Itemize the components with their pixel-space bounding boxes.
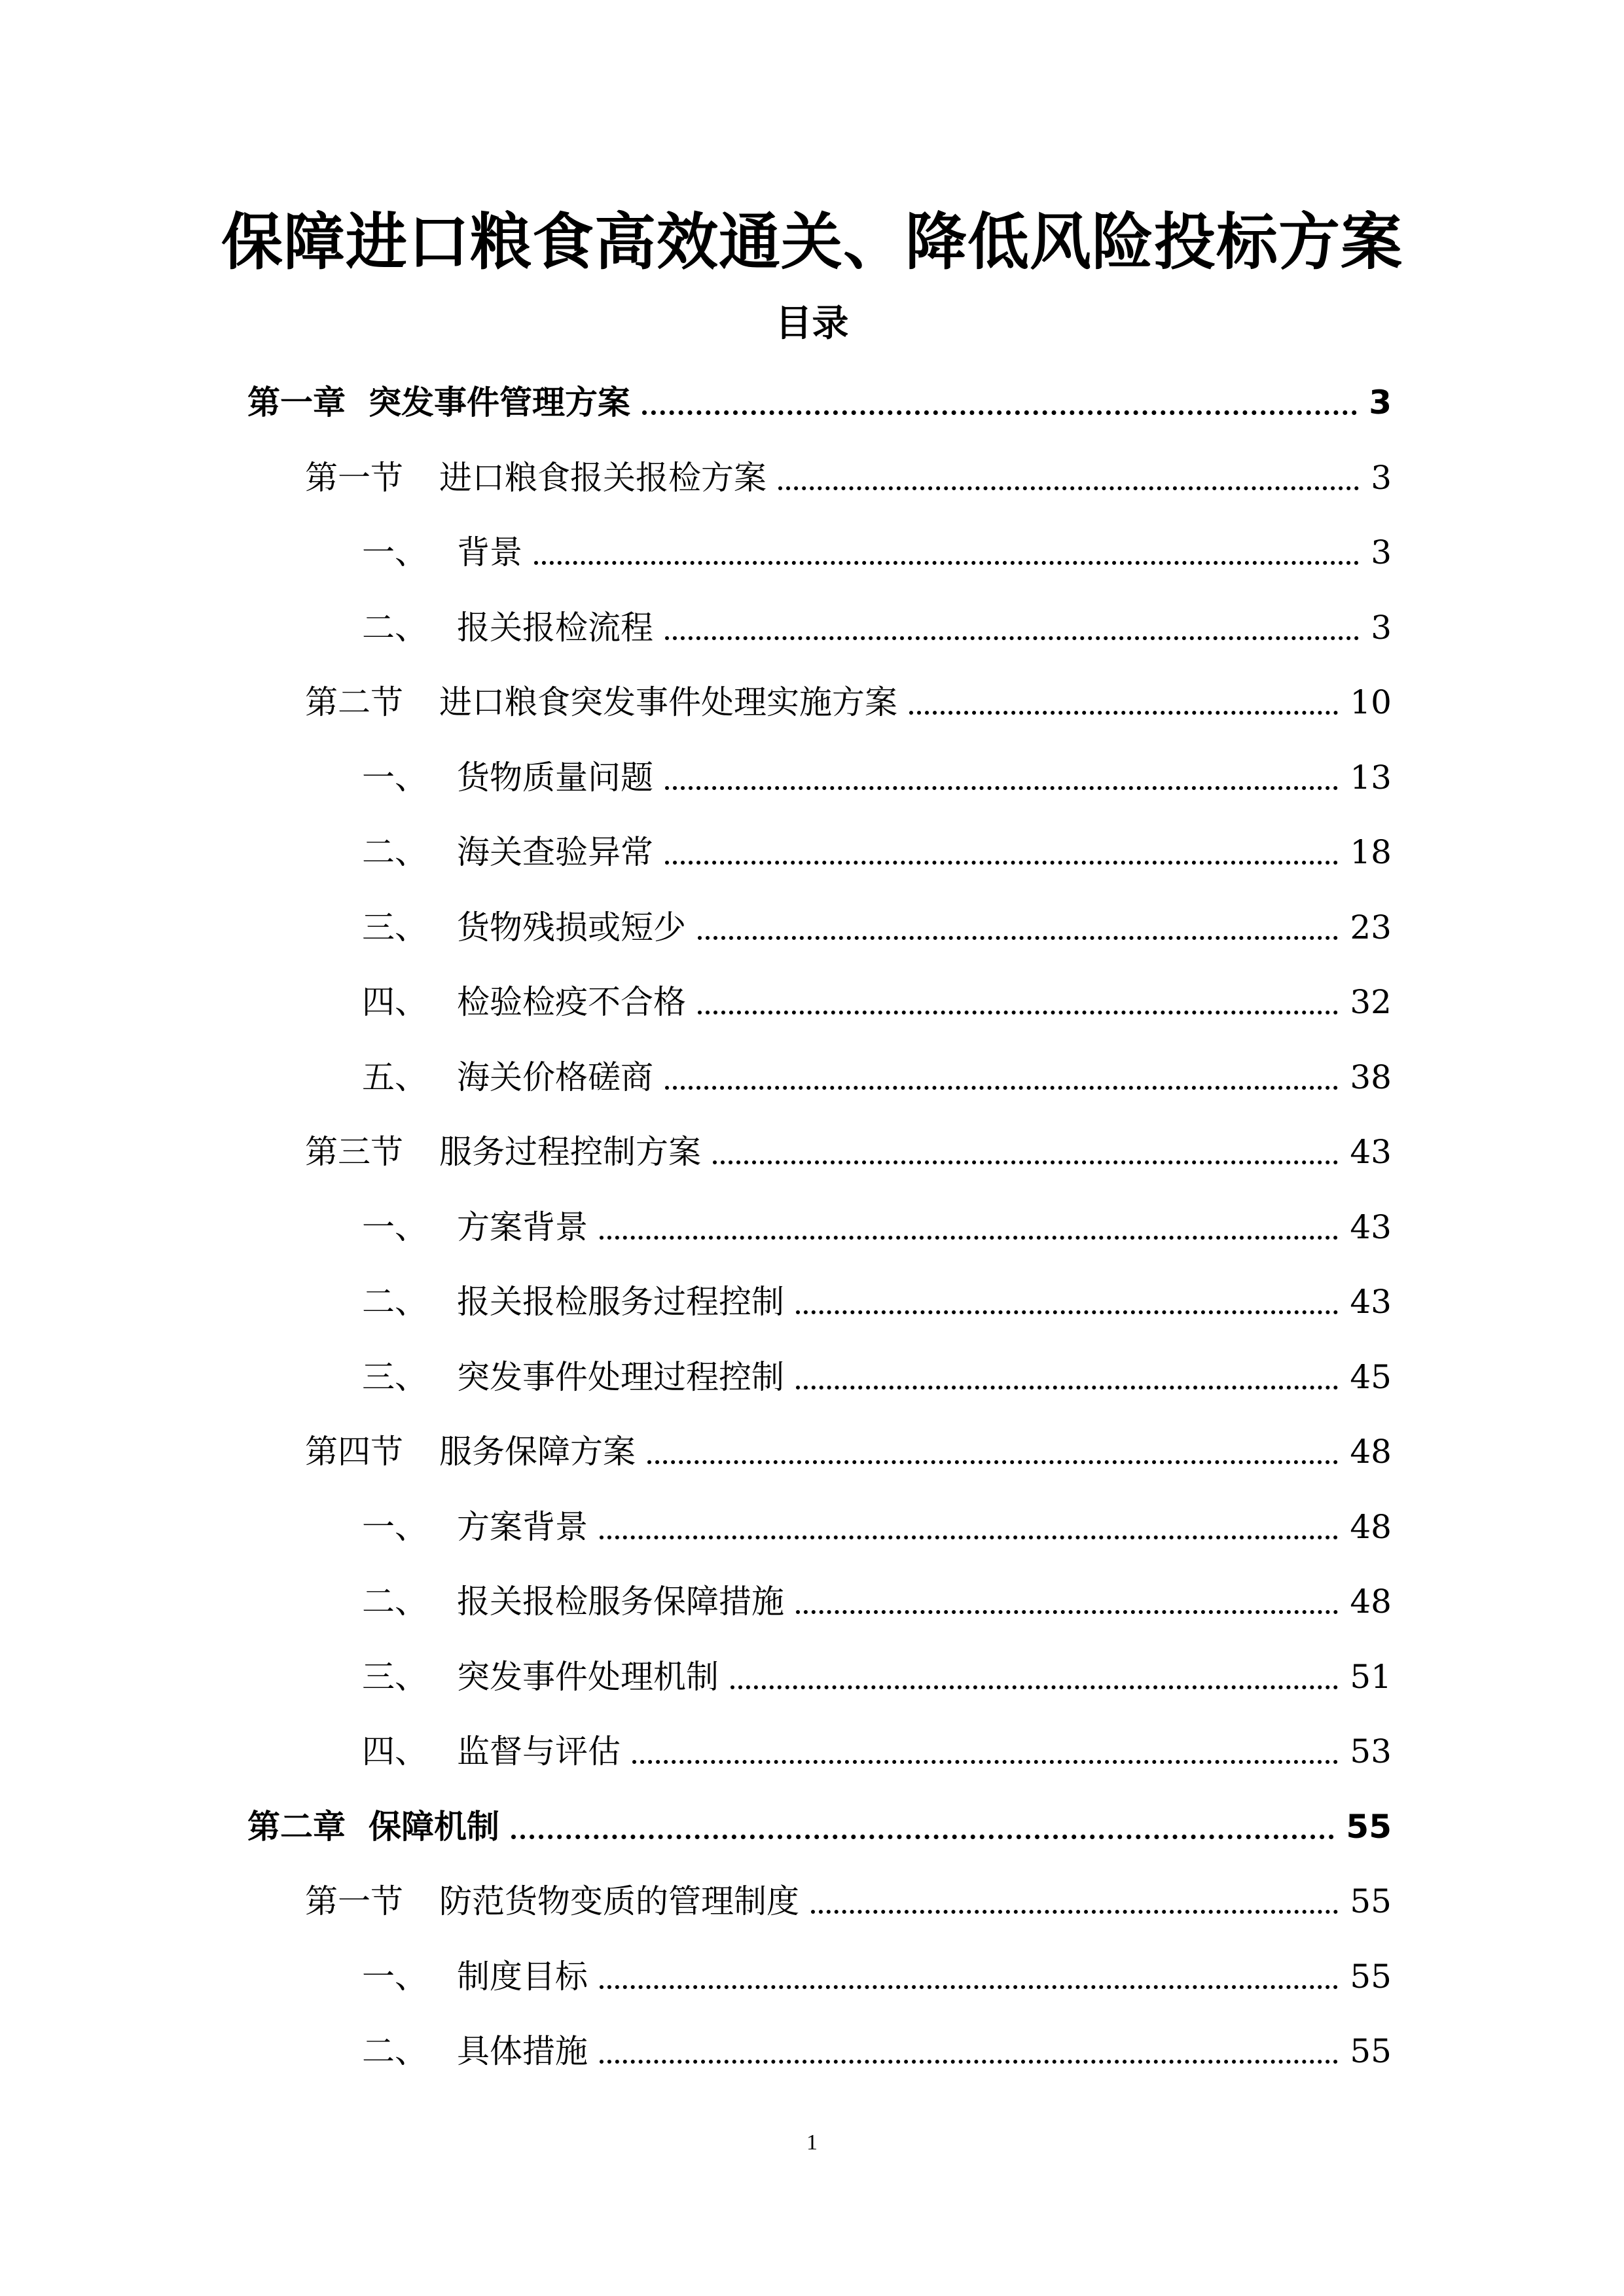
toc-entry-title: 背景 — [457, 533, 522, 571]
toc-entry-label: 二、 — [362, 608, 427, 647]
toc-dot-leader — [796, 1310, 1338, 1314]
toc-entry-page: 3 — [1369, 384, 1392, 422]
toc-entry-label: 一、 — [362, 1208, 427, 1246]
toc-entry-label: 二、 — [362, 1583, 427, 1621]
toc-entry-title: 方案背景 — [457, 1208, 588, 1246]
toc-entry-title: 突发事件处理过程控制 — [457, 1357, 784, 1396]
toc-entry-label: 二、 — [362, 833, 427, 871]
toc-entry-page: 10 — [1350, 683, 1392, 721]
toc-entry-page: 48 — [1350, 1507, 1392, 1546]
toc-entry-label: 五、 — [362, 1058, 427, 1096]
toc-entry-page: 3 — [1371, 458, 1392, 497]
toc-dot-leader — [698, 1011, 1338, 1014]
toc-entry-label: 一、 — [362, 1957, 427, 1996]
toc-entry-page: 43 — [1350, 1208, 1392, 1246]
toc-subsection-entry[interactable] — [362, 891, 1392, 950]
toc-entry-title: 进口粮食突发事件处理实施方案 — [439, 683, 897, 721]
toc-dot-leader — [665, 636, 1359, 640]
toc-dot-leader — [909, 711, 1338, 715]
toc-subsection-entry[interactable] — [362, 592, 1392, 651]
toc-entry-title: 海关价格磋商 — [457, 1058, 653, 1096]
toc-entry-label: 三、 — [362, 1657, 427, 1696]
toc-entry-title: 方案背景 — [457, 1507, 588, 1546]
toc-subsection-entry[interactable] — [362, 1341, 1392, 1400]
toc-entry-title: 服务保障方案 — [439, 1433, 636, 1471]
toc-entry-title: 报关报检流程 — [457, 608, 653, 647]
toc-section-entry[interactable] — [305, 1416, 1392, 1475]
toc-entry-title: 制度目标 — [457, 1957, 588, 1996]
toc-dot-leader — [665, 786, 1338, 790]
toc-dot-leader — [796, 1610, 1338, 1614]
toc-subsection-entry[interactable] — [362, 816, 1392, 875]
toc-subsection-entry[interactable] — [362, 1715, 1392, 1774]
toc-dot-leader — [600, 1535, 1338, 1539]
toc-entry-page: 51 — [1350, 1657, 1392, 1696]
toc-entry-title: 突发事件管理方案 — [369, 384, 630, 422]
toc-subsection-entry[interactable] — [362, 516, 1392, 575]
toc-entry-page: 55 — [1350, 1957, 1392, 1996]
toc-subsection-entry[interactable] — [362, 742, 1392, 800]
toc-entry-title: 检验检疫不合格 — [457, 983, 686, 1021]
toc-subsection-entry[interactable] — [362, 966, 1392, 1025]
toc-entry-title: 货物残损或短少 — [457, 908, 686, 946]
toc-entry-page: 55 — [1346, 1807, 1392, 1846]
toc-entry-label: 四、 — [362, 1732, 427, 1770]
toc-entry-label: 一、 — [362, 533, 427, 571]
document-title: 保障进口粮食高效通关、降低风险投标方案 — [221, 206, 1403, 278]
toc-subsection-entry[interactable] — [362, 1566, 1392, 1624]
toc-dot-leader — [811, 1910, 1338, 1914]
toc-section-entry[interactable] — [305, 442, 1392, 501]
toc-dot-leader — [731, 1685, 1338, 1689]
toc-entry-label: 四、 — [362, 983, 427, 1021]
toc-dot-leader — [642, 410, 1357, 415]
toc-entry-label: 二、 — [362, 2032, 427, 2070]
toc-entry-title: 报关报检服务保障措施 — [457, 1583, 784, 1621]
toc-entry-page: 18 — [1350, 833, 1392, 871]
toc-dot-leader — [778, 486, 1359, 490]
toc-entry-label: 第一章 — [247, 384, 346, 422]
toc-subsection-entry[interactable] — [362, 1941, 1392, 2000]
page-number: 1 — [806, 2130, 818, 2155]
toc-subsection-entry[interactable] — [362, 1491, 1392, 1550]
toc-section-entry[interactable] — [305, 666, 1392, 725]
toc-dot-leader — [665, 861, 1338, 865]
toc-entry-page: 45 — [1350, 1357, 1392, 1396]
toc-entry-title: 防范货物变质的管理制度 — [439, 1882, 799, 1920]
toc-entry-label: 第一节 — [305, 1882, 403, 1920]
toc-entry-page: 53 — [1350, 1732, 1392, 1770]
toc-entry-page: 55 — [1350, 2032, 1392, 2070]
toc-entry-label: 第二节 — [305, 683, 403, 721]
toc-entry-page: 3 — [1371, 533, 1392, 571]
toc-chapter-entry[interactable] — [247, 367, 1392, 425]
toc-entry-page: 48 — [1350, 1583, 1392, 1621]
toc-entry-page: 23 — [1350, 908, 1392, 946]
toc-entry-page: 43 — [1350, 1133, 1392, 1171]
toc-dot-leader — [665, 1086, 1338, 1090]
toc-entry-title: 进口粮食报关报检方案 — [439, 458, 767, 497]
toc-dot-leader — [600, 2060, 1338, 2064]
toc-dot-leader — [796, 1386, 1338, 1390]
toc-entry-label: 一、 — [362, 758, 427, 797]
toc-entry-label: 第二章 — [247, 1807, 346, 1846]
toc-entry-title: 海关查验异常 — [457, 833, 653, 871]
toc-section-entry[interactable] — [305, 1116, 1392, 1175]
toc-entry-label: 第一节 — [305, 458, 403, 497]
toc-entry-title: 监督与评估 — [457, 1732, 621, 1770]
toc-entry-page: 55 — [1350, 1882, 1392, 1920]
toc-entry-page: 3 — [1371, 608, 1392, 647]
toc-dot-leader — [647, 1460, 1338, 1464]
toc-entry-title: 突发事件处理机制 — [457, 1657, 719, 1696]
toc-entry-title: 保障机制 — [369, 1807, 499, 1846]
toc-heading: 目录 — [775, 302, 849, 345]
toc-entry-page: 32 — [1350, 983, 1392, 1021]
toc-subsection-entry[interactable] — [362, 1191, 1392, 1250]
toc-chapter-entry[interactable] — [247, 1791, 1392, 1850]
toc-entry-label: 一、 — [362, 1507, 427, 1546]
toc-entry-page: 48 — [1350, 1433, 1392, 1471]
toc-entry-page: 43 — [1350, 1283, 1392, 1321]
toc-dot-leader — [600, 1985, 1338, 1989]
toc-dot-leader — [600, 1236, 1338, 1240]
toc-entry-label: 三、 — [362, 908, 427, 946]
toc-dot-leader — [511, 1835, 1334, 1839]
toc-entry-label: 三、 — [362, 1357, 427, 1396]
toc-entry-label: 第三节 — [305, 1133, 403, 1171]
toc-dot-leader — [534, 561, 1359, 565]
toc-dot-leader — [713, 1160, 1338, 1164]
toc-subsection-entry[interactable] — [362, 1641, 1392, 1700]
toc-entry-label: 二、 — [362, 1283, 427, 1321]
toc-dot-leader — [698, 936, 1338, 940]
toc-entry-label: 第四节 — [305, 1433, 403, 1471]
toc-entry-title: 报关报检服务过程控制 — [457, 1283, 784, 1321]
toc-subsection-entry[interactable] — [362, 2015, 1392, 2074]
toc-entry-title: 货物质量问题 — [457, 758, 653, 797]
toc-section-entry[interactable] — [305, 1865, 1392, 1924]
toc-entry-page: 13 — [1350, 758, 1392, 797]
toc-entry-title: 具体措施 — [457, 2032, 588, 2070]
toc-subsection-entry[interactable] — [362, 1266, 1392, 1325]
toc-dot-leader — [632, 1760, 1338, 1764]
toc-subsection-entry[interactable] — [362, 1041, 1392, 1100]
toc-entry-title: 服务过程控制方案 — [439, 1133, 701, 1171]
toc-entry-page: 38 — [1350, 1058, 1392, 1096]
